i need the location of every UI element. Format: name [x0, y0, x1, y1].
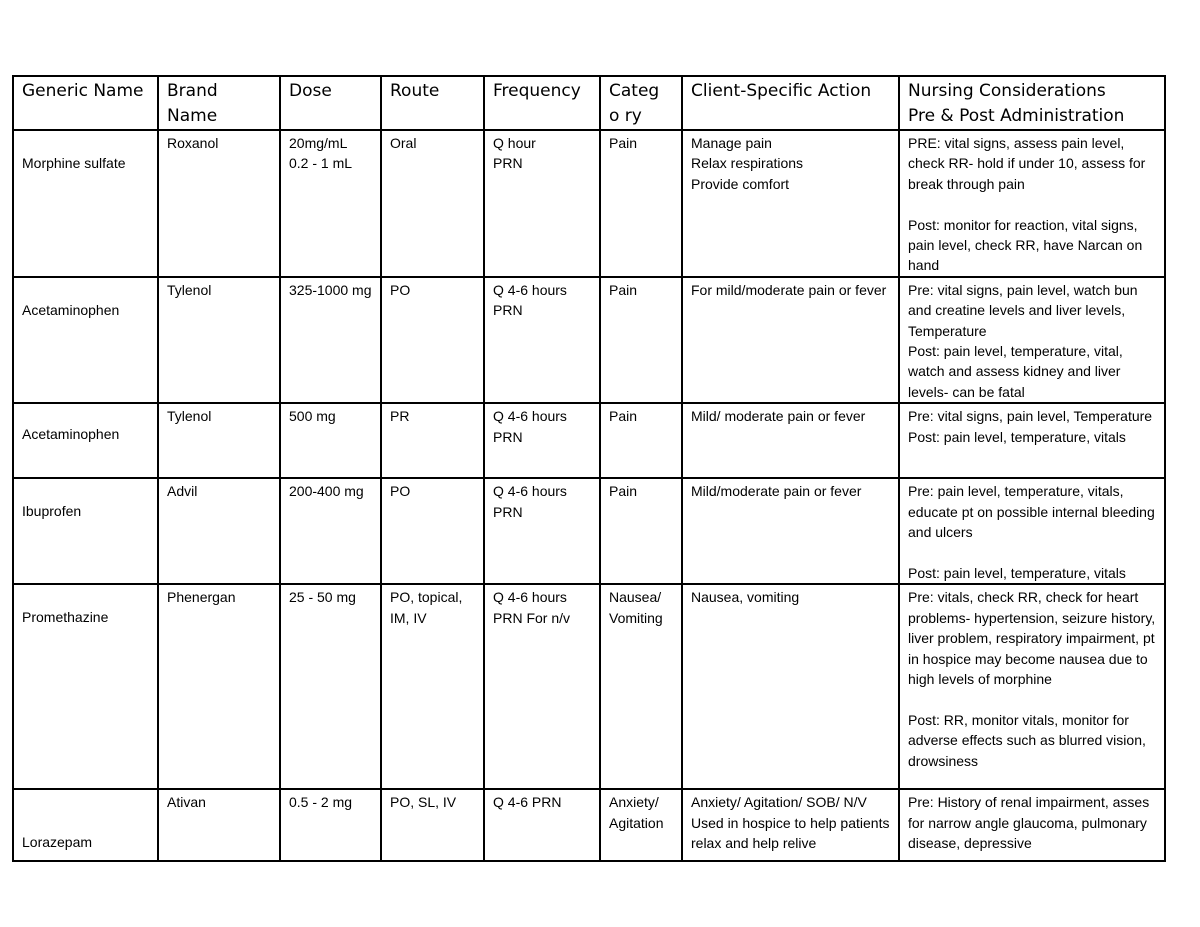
cell-category: Nausea/ Vomiting — [600, 584, 682, 789]
table-row — [13, 130, 1165, 277]
cell-route: PO, topical, IM, IV — [381, 584, 484, 789]
cell-category: Pain — [600, 130, 682, 277]
cell-category: Pain — [600, 277, 682, 403]
cell-nursing: Pre: pain level, temperature, vitals, educate pt on possible internal bleeding and ulcers Post: pain level, temperature, vitals — [899, 478, 1165, 584]
cell-route: PO, SL, IV — [381, 789, 484, 861]
cell-frequency: Q 4-6 hours PRN — [484, 478, 600, 584]
cell-generic — [13, 277, 158, 403]
cell-dose: 0.5 - 2 mg — [280, 789, 381, 861]
cell-brand: Roxanol — [158, 130, 280, 277]
table-row — [13, 403, 1165, 478]
cell-frequency: Q 4-6 hours PRN — [484, 277, 600, 403]
cell-generic — [13, 130, 158, 277]
cell-route: Oral — [381, 130, 484, 277]
cell-brand: Phenergan — [158, 584, 280, 789]
cell-generic — [13, 789, 158, 861]
header-frequency: Frequency — [484, 76, 600, 130]
generic-name-text: Ibuprofen — [22, 503, 82, 520]
cell-route: PR — [381, 403, 484, 478]
header-route: Route — [381, 76, 484, 130]
cell-dose: 20mg/mL 0.2 - 1 mL — [280, 130, 381, 277]
cell-dose: 200-400 mg — [280, 478, 381, 584]
cell-frequency: Q 4-6 PRN — [484, 789, 600, 861]
cell-action: Mild/ moderate pain or fever — [682, 403, 899, 478]
cell-action: Nausea, vomiting — [682, 584, 899, 789]
table-row — [13, 789, 1165, 861]
header-brand-name: Brand Name — [158, 76, 280, 130]
cell-action: Anxiety/ Agitation/ SOB/ N/V Used in hospice to help patients relax and help relive — [682, 789, 899, 861]
header-nursing-considerations: Nursing Considerations Pre & Post Administration — [899, 76, 1165, 130]
header-generic-name: Generic Name — [13, 76, 158, 130]
generic-name-text: Morphine sulfate — [22, 155, 126, 171]
cell-category: Pain — [600, 403, 682, 478]
cell-route: PO — [381, 478, 484, 584]
medication-table — [12, 75, 1166, 862]
header-client-action: Client-Specific Action — [682, 76, 899, 130]
cell-action: For mild/moderate pain or fever — [682, 277, 899, 403]
cell-nursing: Pre: vital signs, pain level, watch bun and creatine levels and liver levels, Temperature Post: pain level, temperature, vital, watch and assess kidney and liver levels- can be fatal — [899, 277, 1165, 403]
header-dose: Dose — [280, 76, 381, 130]
cell-nursing: Pre: vital signs, pain level, Temperature Post: pain level, temperature, vitals — [899, 403, 1165, 478]
cell-brand: Ativan — [158, 789, 280, 861]
cell-dose: 25 - 50 mg — [280, 584, 381, 789]
cell-frequency: Q 4-6 hours PRN For n/v — [484, 584, 600, 789]
cell-frequency: Q 4-6 hours PRN — [484, 403, 600, 478]
cell-action: Manage pain Relax respirations Provide comfort — [682, 130, 899, 277]
cell-nursing: Pre: History of renal impairment, asses for narrow angle glaucoma, pulmonary disease, depressive — [899, 789, 1165, 861]
cell-brand: Advil — [158, 478, 280, 584]
header-category — [600, 76, 682, 130]
header-row — [13, 76, 1165, 130]
table-row — [13, 478, 1165, 584]
generic-name-text: Lorazepam — [22, 834, 93, 851]
cell-category: Pain — [600, 478, 682, 584]
cell-dose: 325-1000 mg — [280, 277, 381, 403]
table-row — [13, 277, 1165, 403]
table-row — [13, 584, 1165, 789]
cell-action: Mild/moderate pain or fever — [682, 478, 899, 584]
cell-category: Anxiety/ Agitation — [600, 789, 682, 861]
generic-name-text: Acetaminophen — [22, 426, 120, 443]
cell-generic — [13, 403, 158, 478]
cell-generic — [13, 478, 158, 584]
cell-generic — [13, 584, 158, 789]
cell-brand: Tylenol — [158, 403, 280, 478]
header-category-text: Catego ry — [609, 81, 660, 126]
cell-route: PO — [381, 277, 484, 403]
cell-nursing: PRE: vital signs, assess pain level, check RR- hold if under 10, assess for break through pain Post: monitor for reaction, vital signs, pain level, check RR, have Narcan on hand — [899, 130, 1165, 277]
generic-name-text: Acetaminophen — [22, 301, 120, 318]
cell-dose: 500 mg — [280, 403, 381, 478]
cell-brand: Tylenol — [158, 277, 280, 403]
generic-name-text: Promethazine — [22, 609, 109, 626]
cell-nursing: Pre: vitals, check RR, check for heart problems- hypertension, seizure history, liver problem, respiratory impairment, pt in hospice may become nausea due to high levels of morphine Post: RR, monitor vitals, monitor for adverse effects such as blurred vision, drowsiness — [899, 584, 1165, 789]
cell-frequency: Q hour PRN — [484, 130, 600, 277]
